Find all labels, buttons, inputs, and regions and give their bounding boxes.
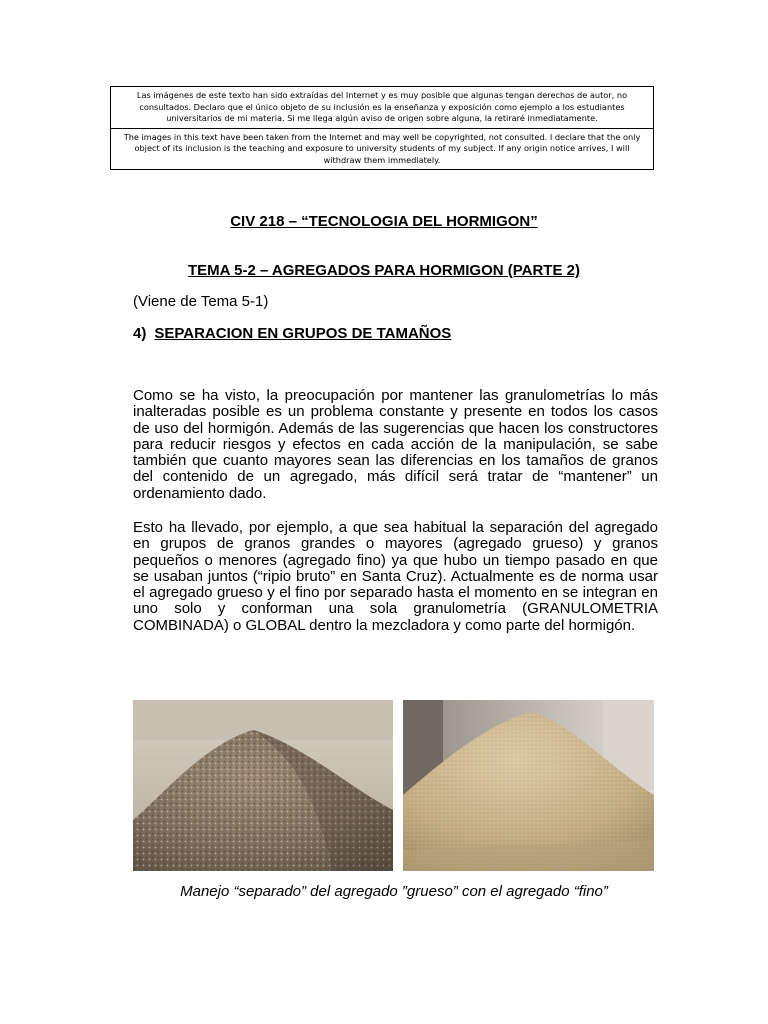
disclaimer-english: The images in this text have been taken from the Internet and may well be copyrighted, not consulted. I declare that the only object of its inclusion is the teaching and exposure to university students of my subject. If any origin notice arrives, I will withdraw them immediately. <box>111 128 653 170</box>
paragraph-1: Como se ha visto, la preocupación por mantener las granulometrías lo más inalteradas posible es un problema constante y presente en todos los casos de uso del hormigón. Además de las sugerencias que hacen los constructores para reducir riesgos y efectos en cada acción de la manipulación, se sabe también que cuanto mayores sean las diferencias en los tamaños de granos del contenido de un agregado, más difícil será tratar de “mantener” un ordenamiento dado. <box>133 387 658 502</box>
coarse-aggregate-photo <box>133 700 393 871</box>
topic-title: TEMA 5-2 – AGREGADOS PARA HORMIGON (PARTE 2) <box>188 262 580 279</box>
copyright-disclaimer-box <box>110 86 654 170</box>
paragraph-2: Esto ha llevado, por ejemplo, a que sea habitual la separación del agregado en grupos de granos grandes o mayores (agregado grueso) y granos pequeños o menores (agregado fino) ya que hubo un tiempo pasado en que se usaban juntos (“ripio bruto” en Santa Cruz). Actualmente es de norma usar el agregado grueso y el fino por separado hasta el momento en se integran en uno solo y conforman una sola granulometría (GRANULOMETRIA COMBINADA) o GLOBAL dentro la mezcladora y como parte del hormigón. <box>133 519 658 634</box>
disclaimer-spanish: Las imágenes de este texto han sido extraídas del Internet y es muy posible que algunas tengan derechos de autor, no consultados. Declaro que el único objeto de su inclusión es la enseñanza y exposición como ejemplo a los estudiantes universitarios de mi materia. Si me llega algún aviso de origen sobre alguna, la retiraré inmediatamente. <box>136 90 628 123</box>
section-heading <box>133 325 451 342</box>
section-title: SEPARACION EN GRUPOS DE TAMAÑOS <box>154 325 452 342</box>
fine-aggregate-photo <box>403 700 654 871</box>
continued-from-note: (Viene de Tema 5-1) <box>133 293 269 310</box>
section-number: 4) <box>133 325 147 342</box>
course-title: CIV 218 – “TECNOLOGIA DEL HORMIGON” <box>230 213 538 230</box>
figure-caption: Manejo “separado” del agregado ”grueso” con el agregado “fino” <box>180 883 608 900</box>
